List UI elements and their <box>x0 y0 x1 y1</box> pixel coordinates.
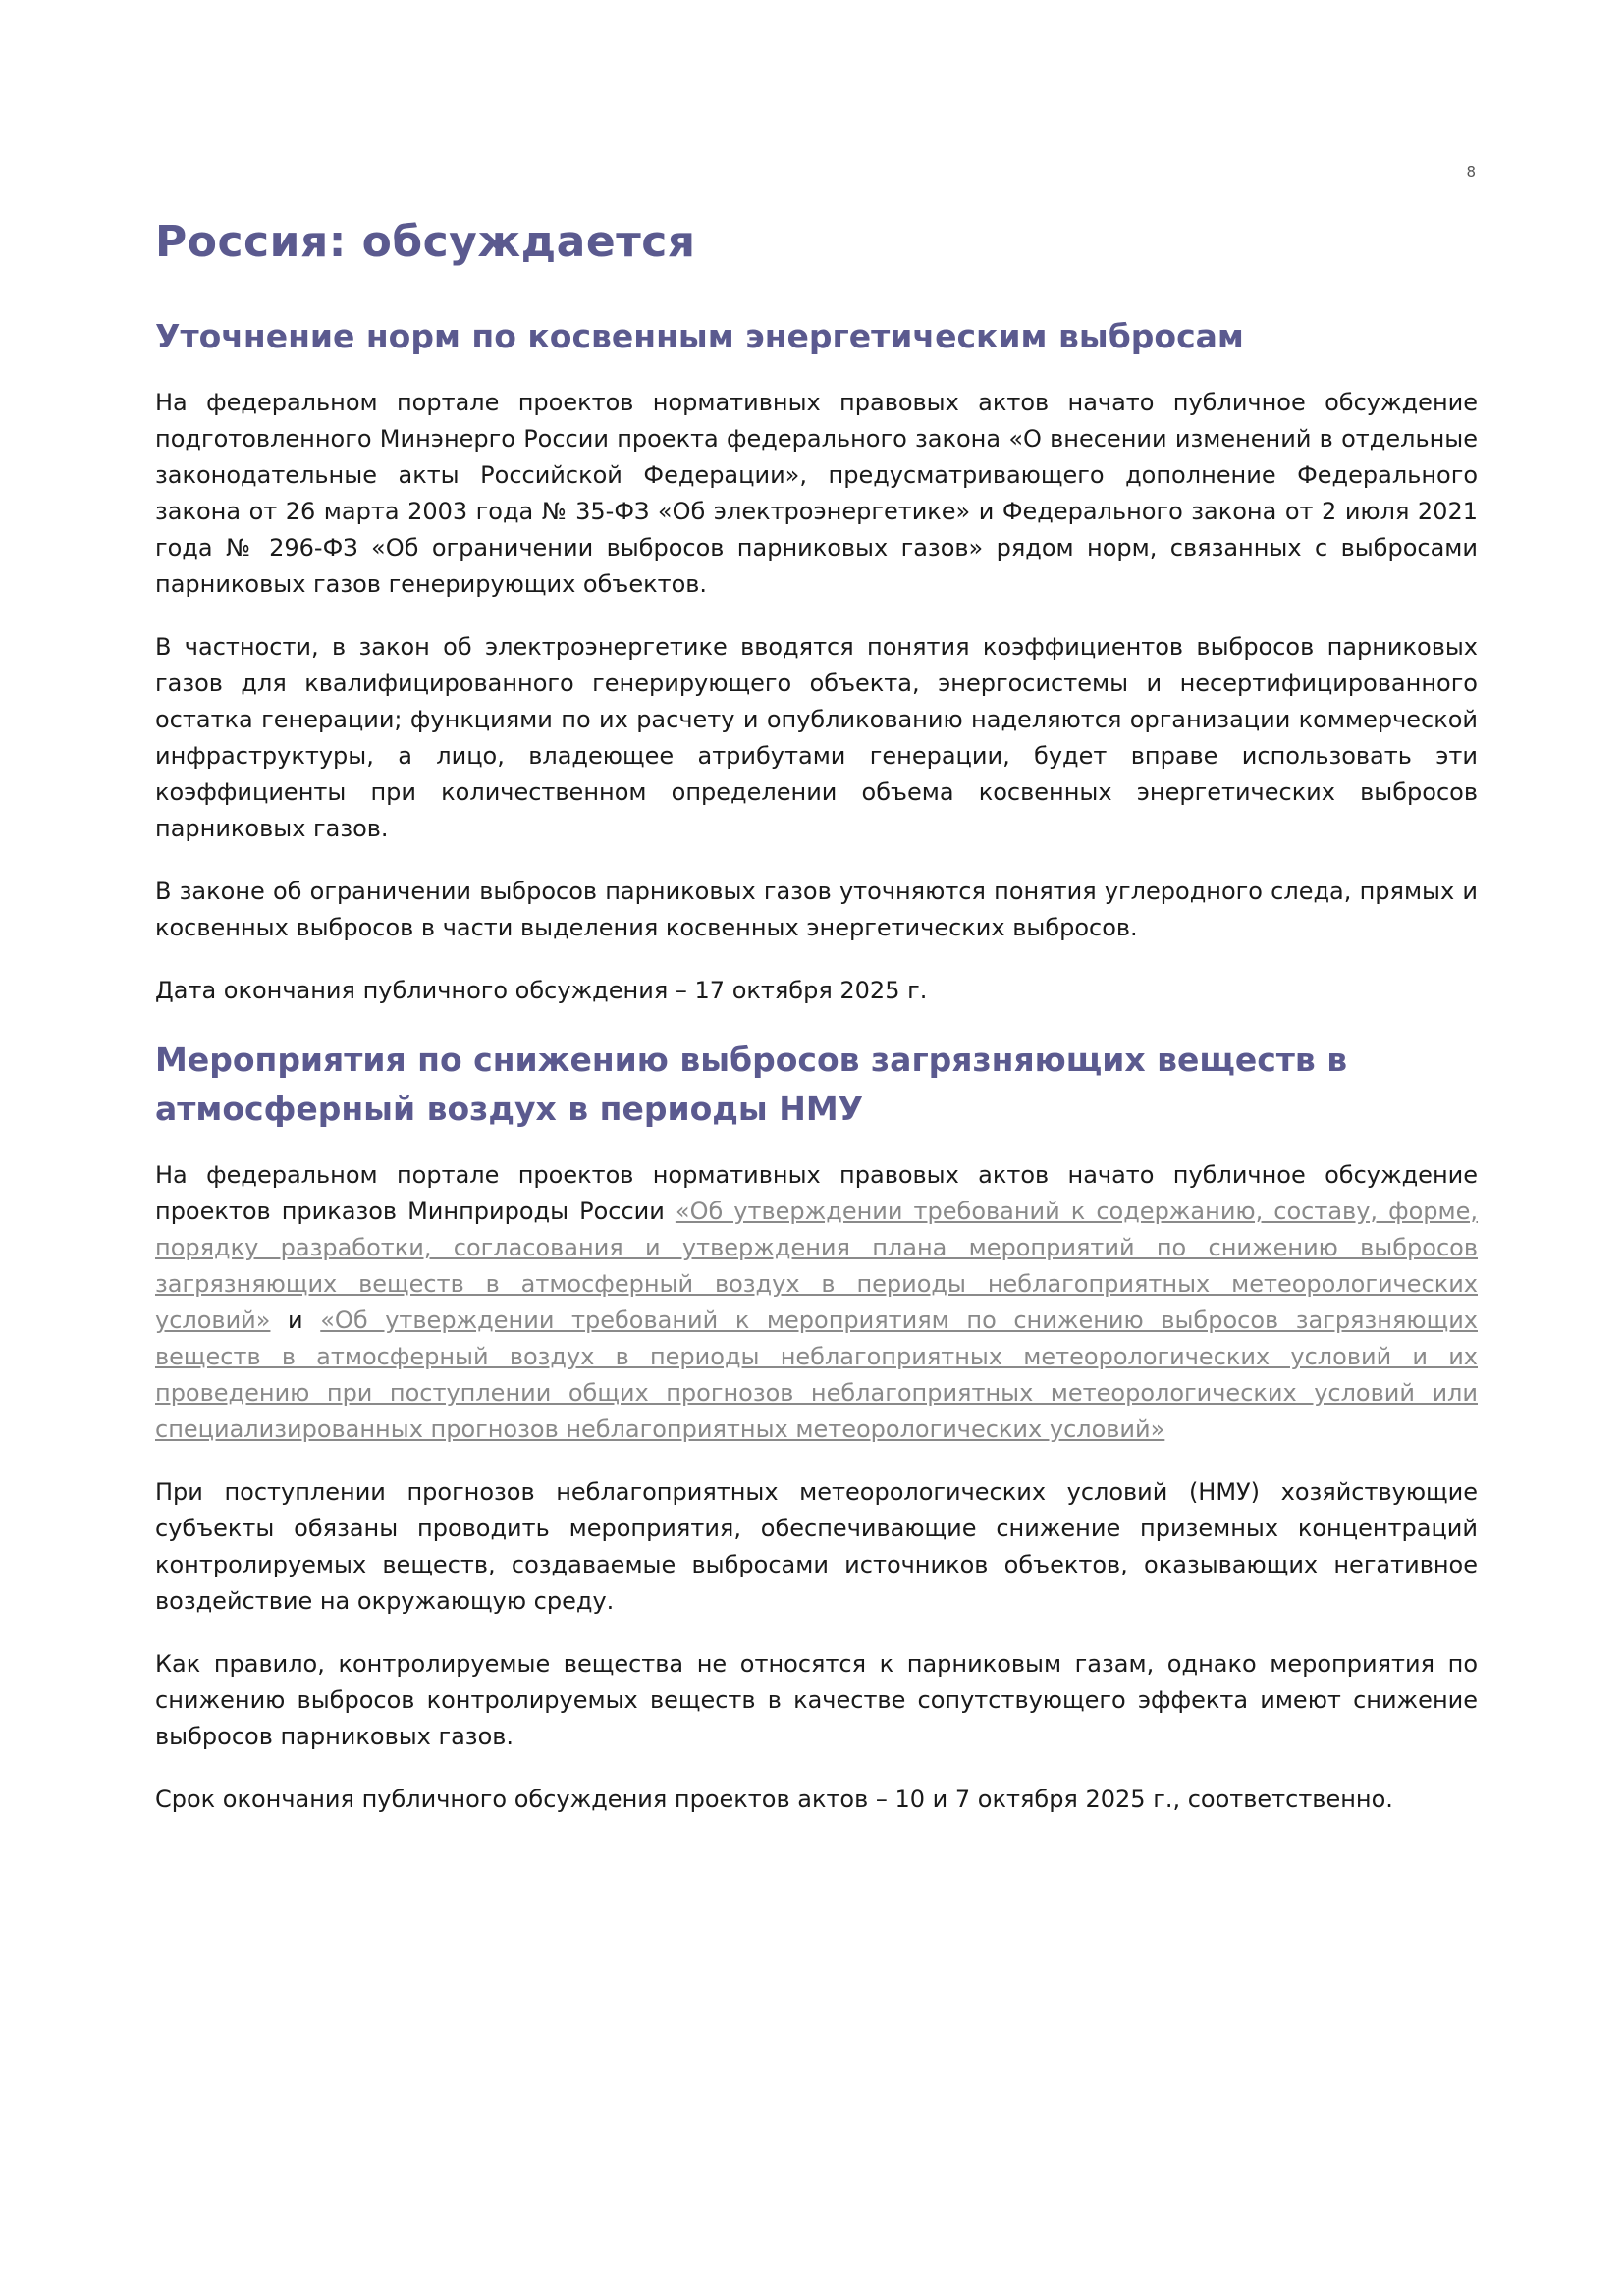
paragraph: При поступлении прогнозов неблагоприятных метеорологических условий (НМУ) хозяйствующие субъекты обязаны проводить мероприятия, обеспечивающие снижение приземных концентраций контролируемых веществ, создаваемые выбросами источников объектов, оказывающих негативное воздействие на окружающую среду. <box>155 1478 1478 1615</box>
paragraph: Срок окончания публичного обсуждения проектов актов – 10 и 7 октября 2025 г., соответственно. <box>155 1786 1393 1813</box>
section-nmu-measures <box>155 1036 1478 1818</box>
paragraph: На федеральном портале проектов нормативных правовых актов начато публичное обсуждение подготовленного Минэнерго России проекта федерального закона «О внесении изменений в отдельные законодательные акты Российской Федерации», предусматривающего дополнение Федерального закона от 26 марта 2003 года № 35-ФЗ «Об электроэнергетике» и Федерального закона от 2 июля 2021 года № 296-ФЗ «Об ограничении выбросов парниковых газов» рядом норм, связанных с выбросами парниковых газов генерирующих объектов. <box>155 389 1478 598</box>
section-heading: Уточнение норм по косвенным энергетическим выбросам <box>155 317 1244 355</box>
paragraph: В законе об ограничении выбросов парниковых газов уточняются понятия углеродного следа, прямых и косвенных выбросов в части выделения косвенных энергетических выбросов. <box>155 878 1478 941</box>
draft-order-link-measures[interactable]: «Об утверждении требований к мероприятиям по снижению выбросов загрязняющих веществ в атмосферный воздух в периоды неблагоприятных метеорологических условий и их проведению при поступлении общих прогнозов неблагоприятных метеорологических условий или специализированных прогнозов неблагоприятных метеорологических условий» <box>155 1307 1478 1443</box>
joiner-text: и <box>270 1307 321 1334</box>
paragraph: В частности, в закон об электроэнергетике вводятся понятия коэффициентов выбросов парниковых газов для квалифицированного генерирующего объекта, энергосистемы и несертифицированного остатка генерации; функциями по их расчету и опубликованию наделяются организации коммерческой инфраструктуры, а лицо, владеющее атрибутами генерации, будет вправе использовать эти коэффициенты при количественном определении объема косвенных энергетических выбросов парниковых газов. <box>155 633 1478 842</box>
paragraph: Дата окончания публичного обсуждения – 17 октября 2025 г. <box>155 977 928 1004</box>
document-body <box>155 214 1478 1844</box>
page-number: 8 <box>1466 163 1476 181</box>
paragraph: Как правило, контролируемые вещества не относятся к парниковым газам, однако мероприятия по снижению выбросов контролируемых веществ в качестве сопутствующего эффекта имеют снижение выбросов парниковых газов. <box>155 1650 1478 1750</box>
section-indirect-emissions <box>155 312 1478 1009</box>
paragraph-with-links <box>155 1157 1478 1448</box>
page-title: Россия: обсуждается <box>155 217 696 267</box>
section-heading: Мероприятия по снижению выбросов загрязняющих веществ в атмосферный воздух в периоды НМУ <box>155 1041 1348 1128</box>
intro-text: На федеральном портале проектов нормативных правовых актов начато публичное обсуждение проектов приказов Минприроды России <box>155 1161 1478 1225</box>
draft-order-link-plan[interactable]: «Об утверждении требований к содержанию, составу, форме, порядку разработки, согласования и утверждения плана мероприятий по снижению выбросов загрязняющих веществ в атмосферный воздух в периоды неблагоприятных метеорологических условий» <box>155 1198 1479 1334</box>
